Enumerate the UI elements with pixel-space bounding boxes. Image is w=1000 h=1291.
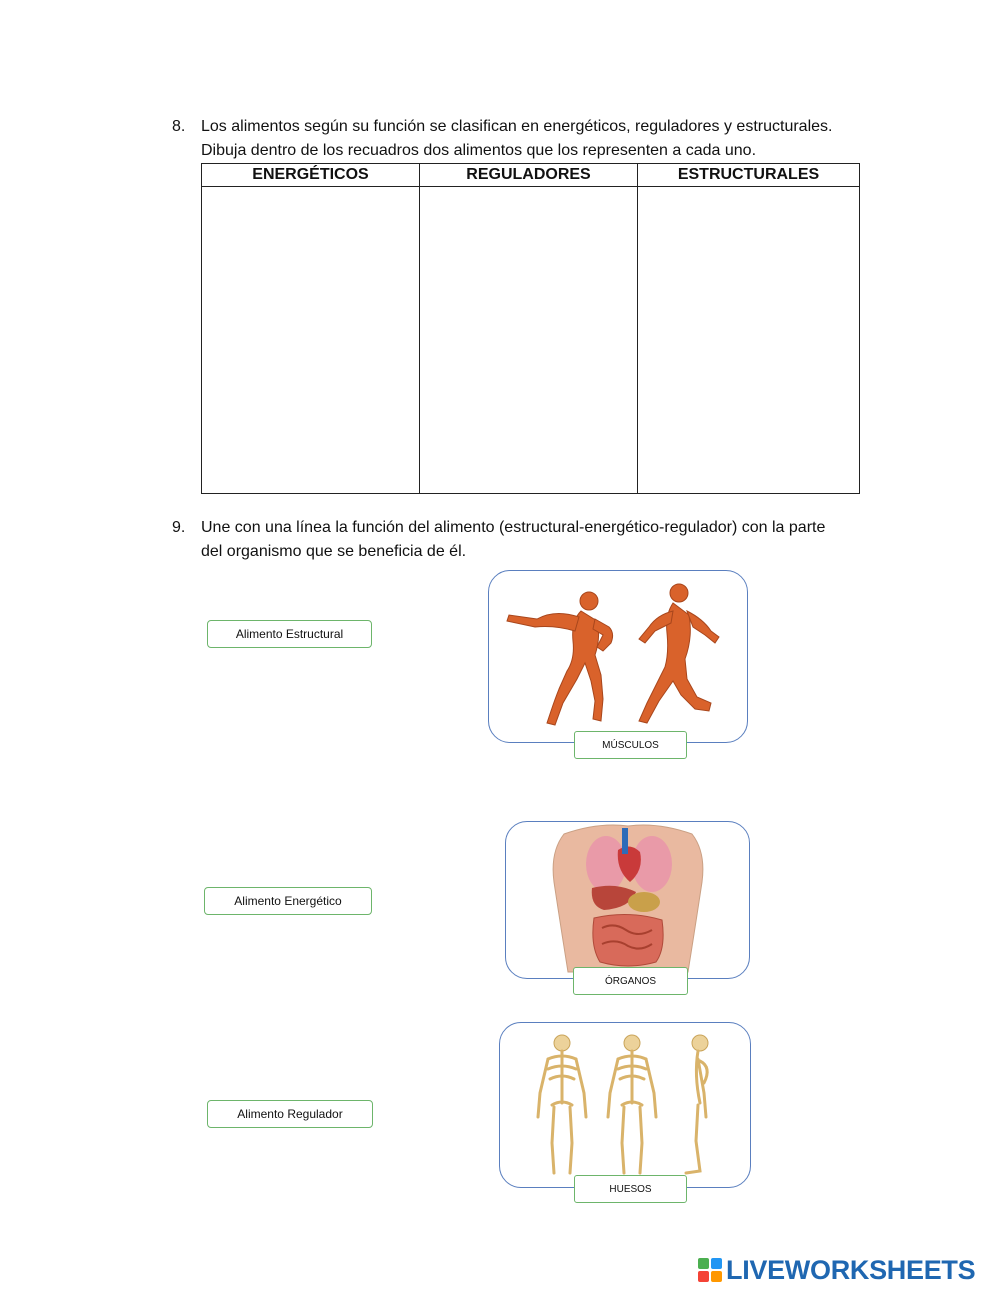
question-text-line2: del organismo que se beneficia de él. — [201, 543, 467, 560]
skeletons-icon — [500, 1023, 751, 1188]
function-label-estructural[interactable]: Alimento Estructural — [207, 620, 372, 648]
body-part-label-organos[interactable]: ÓRGANOS — [573, 967, 688, 995]
drawing-table — [201, 163, 860, 494]
body-part-label-huesos[interactable]: HUESOS — [574, 1175, 687, 1203]
logo-icon — [698, 1258, 722, 1282]
question-number: 9. — [172, 519, 186, 536]
header-estructurales: ESTRUCTURALES — [638, 164, 860, 187]
drawing-cell-energeticos[interactable] — [202, 187, 420, 494]
header-reguladores: REGULADORES — [420, 164, 638, 187]
function-label-regulador[interactable]: Alimento Regulador — [207, 1100, 373, 1128]
drawing-cell-estructurales[interactable] — [638, 187, 860, 494]
drawing-cell-reguladores[interactable] — [420, 187, 638, 494]
organs-torso-image[interactable] — [505, 821, 750, 979]
muscle-figures-image[interactable] — [488, 570, 748, 743]
question-text-line1: Los alimentos según su función se clasifican en energéticos, reguladores y estructurales. — [201, 118, 833, 135]
brand-name: LIVEWORKSHEETS — [726, 1254, 976, 1285]
question-text-line1: Une con una línea la función del alimento (estructural-energético-regulador) con la parte — [201, 519, 826, 536]
question-text-line2: Dibuja dentro de los recuadros dos alimentos que los representen a cada uno. — [201, 142, 757, 159]
function-label-energetico[interactable]: Alimento Energético — [204, 887, 372, 915]
question-number: 8. — [172, 118, 186, 135]
header-energeticos: ENERGÉTICOS — [202, 164, 420, 187]
question-8 — [172, 115, 872, 163]
muscle-figures-icon — [489, 571, 748, 743]
organs-torso-icon — [506, 822, 750, 979]
liveworksheets-logo — [698, 1255, 975, 1285]
question-9 — [172, 516, 892, 564]
skeletons-image[interactable] — [499, 1022, 751, 1188]
body-part-label-musculos[interactable]: MÚSCULOS — [574, 731, 687, 759]
